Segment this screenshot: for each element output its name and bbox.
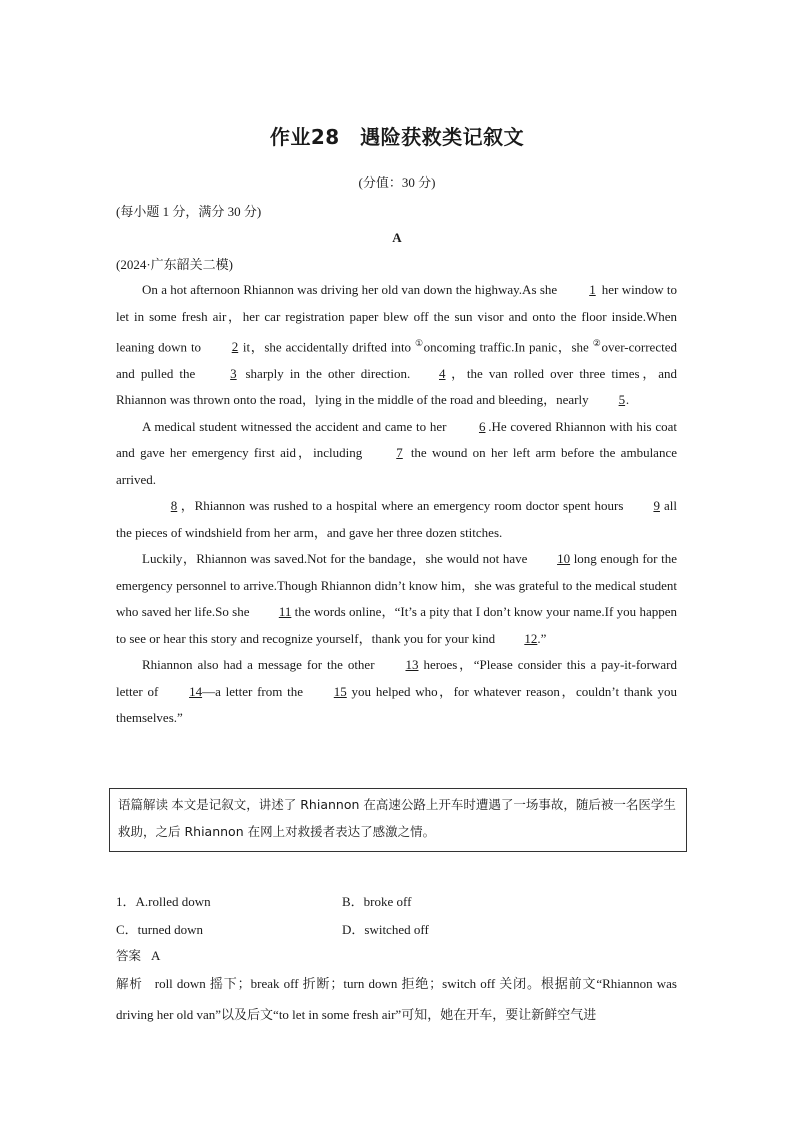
option-b: B．broke off	[342, 894, 412, 909]
page-title: 作业28 遇险获救类记叙文	[269, 125, 525, 149]
paragraph-1: On a hot afternoon Rhiannon was driving her old van down the highway.As she 1 her window to let in some fresh air，her car registration paper blew off the sun visor and onto the floor inside.When leaning down to 2 it，she accidentally drifted into ①oncoming traffic.In panic，she ②over-corrected and pulled the 3 sharply in the other direction. 4 ，the van rolled over three times，and Rhiannon was thrown onto the road，lying in the middle of the road and bleeding，nearly 5.	[116, 277, 677, 414]
blank-2: 2	[231, 339, 239, 355]
answer-value: A	[151, 948, 161, 963]
cloze-passage	[116, 277, 677, 732]
blank-8: 8	[170, 498, 178, 514]
blank-3: 3	[230, 365, 237, 381]
score-note: (分值：30 分)	[358, 175, 436, 190]
blank-12: 12	[524, 630, 538, 646]
paragraph-5: Rhiannon also had a message for the other 13 heroes，“Please consider this a pay-it-forward letter of 14—a letter from the 15 you helped who，for whatever reason，couldn’t thank you themselves.”	[116, 652, 677, 732]
source-label: (2024·广东韶关二模)	[116, 257, 233, 272]
blank-5: 5	[618, 392, 626, 408]
explanation-text: roll down 摇下；break off 折断；turn down 拒绝；switch off 关闭。根据前文“Rhiannon was driving her old van”以及后文“to let in some fresh air”可知，她在开车，要让新鲜空气进	[116, 976, 677, 1022]
blank-14: 14	[189, 683, 203, 699]
summary-label: 语篇解读	[118, 797, 169, 812]
blank-15: 15	[333, 683, 347, 699]
explanation-label: 解析	[116, 976, 143, 991]
option-a: 1．A.rolled down	[116, 894, 211, 909]
blank-13: 13	[405, 657, 419, 673]
scoring-rule: (每小题 1 分，满分 30 分)	[116, 204, 262, 219]
summary-text: 本文是记叙文，讲述了 Rhiannon 在高速公路上开车时遭遇了一场事故，随后被一名医学生救助，之后 Rhiannon 在网上对救援者表达了感激之情。	[118, 797, 676, 839]
section-heading: A	[392, 230, 402, 245]
marker-2: ②	[592, 338, 602, 348]
explanation	[116, 968, 677, 1030]
marker-1: ①	[414, 338, 424, 348]
blank-1: 1	[589, 282, 596, 297]
blank-4: 4	[439, 365, 446, 381]
passage-summary-box	[109, 788, 687, 852]
answer-label: 答案	[116, 948, 142, 963]
blank-7: 7	[396, 445, 403, 461]
blank-11: 11	[278, 604, 292, 620]
paragraph-3: 8 ，Rhiannon was rushed to a hospital where an emergency room doctor spent hours 9 all the pieces of windshield from her arm，and gave her three dozen stitches.	[116, 493, 677, 546]
answer-line	[116, 946, 160, 964]
blank-9: 9	[653, 498, 660, 514]
option-d: D．switched off	[342, 922, 429, 937]
option-c: C．turned down	[116, 922, 204, 937]
blank-10: 10	[557, 551, 571, 567]
paragraph-4: Luckily，Rhiannon was saved.Not for the bandage，she would not have 10 long enough for the emergency personnel to arrive.Though Rhiannon didn’t know him，she was grateful to the medical student who saved her life.So she 11 the words online，“It’s a pity that I don’t know your name.If you happen to see or hear this story and recognize yourself，thank you for your kind 12.”	[116, 546, 677, 652]
paragraph-2: A medical student witnessed the accident and came to her 6 .He covered Rhiannon with his coat and gave her emergency first aid，including 7 the wound on her left arm before the ambulance arrived.	[116, 414, 677, 494]
blank-6: 6	[478, 418, 486, 434]
